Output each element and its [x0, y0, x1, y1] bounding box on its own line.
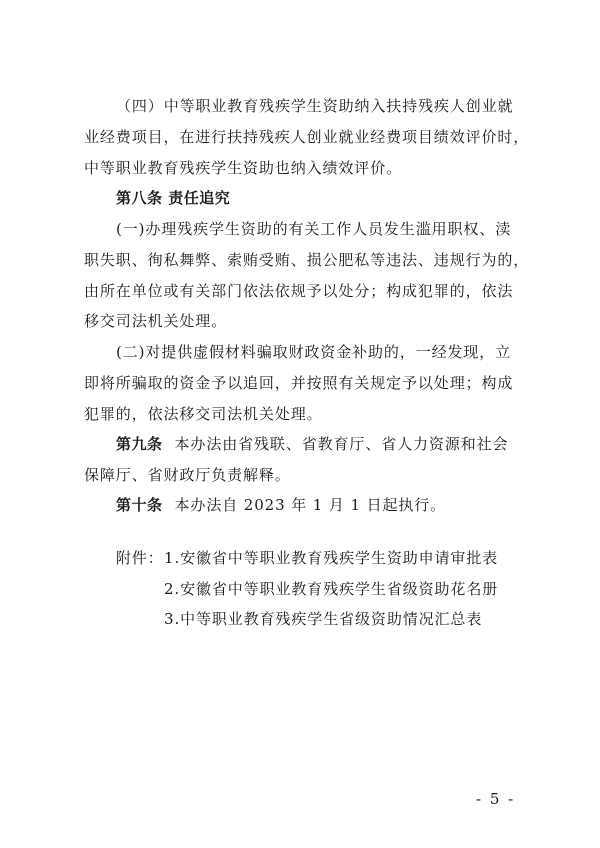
attachments-label: 附件：	[116, 549, 164, 567]
page-number: - 5 -	[476, 790, 516, 808]
article-8-item-2-line-3: 犯罪的，依法移交司法机关处理。	[84, 405, 323, 423]
article-8-item-2-line-2: 即将所骗取的资金予以追回，并按照有关规定予以处理；构成	[84, 374, 514, 392]
article-8-item-1-line-2: 职失职、徇私舞弊、索贿受贿、损公肥私等违法、违规行为的，	[84, 251, 530, 269]
article-9-line-2: 保障厅、省财政厅负责解释。	[84, 466, 291, 484]
article-10-line	[116, 495, 446, 515]
article-8-item-2-line-1: (二)对提供虚假材料骗取财政资金补助的，一经发现，立	[116, 343, 512, 361]
article-9-text: 本办法由省残联、省教育厅、省人力资源和社会	[174, 435, 509, 453]
article-9-line-1	[116, 434, 508, 454]
article-9-label: 第九条	[116, 435, 163, 453]
attachment-item-2: 2.安徽省中等职业教育残疾学生省级资助花名册	[164, 580, 499, 598]
article-8-heading: 第八条 责任追究	[116, 189, 231, 207]
article-8-item-1-line-4: 移交司法机关处理。	[84, 312, 228, 330]
article-10-text: 本办法自 2023 年 1 月 1 日起执行。	[174, 496, 447, 514]
paragraph-4-line-1: （四）中等职业教育残疾学生资助纳入扶持残疾人创业就	[116, 97, 514, 115]
attachment-item-1: 1.安徽省中等职业教育残疾学生资助申请审批表	[164, 549, 499, 567]
article-8-item-1-line-3: 由所在单位或有关部门依法依规予以处分；构成犯罪的，依法	[84, 282, 514, 300]
paragraph-4-line-3: 中等职业教育残疾学生资助也纳入绩效评价。	[84, 159, 403, 177]
article-10-label: 第十条	[116, 496, 163, 514]
paragraph-4-line-2: 业经费项目，在进行扶持残疾人创业就业经费项目绩效评价时，	[84, 128, 530, 146]
attachment-item-3: 3.中等职业教育残疾学生省级资助情况汇总表	[164, 610, 483, 628]
article-8-item-1-line-1: (一)办理残疾学生资助的有关工作人员发生滥用职权、渎	[116, 220, 512, 238]
